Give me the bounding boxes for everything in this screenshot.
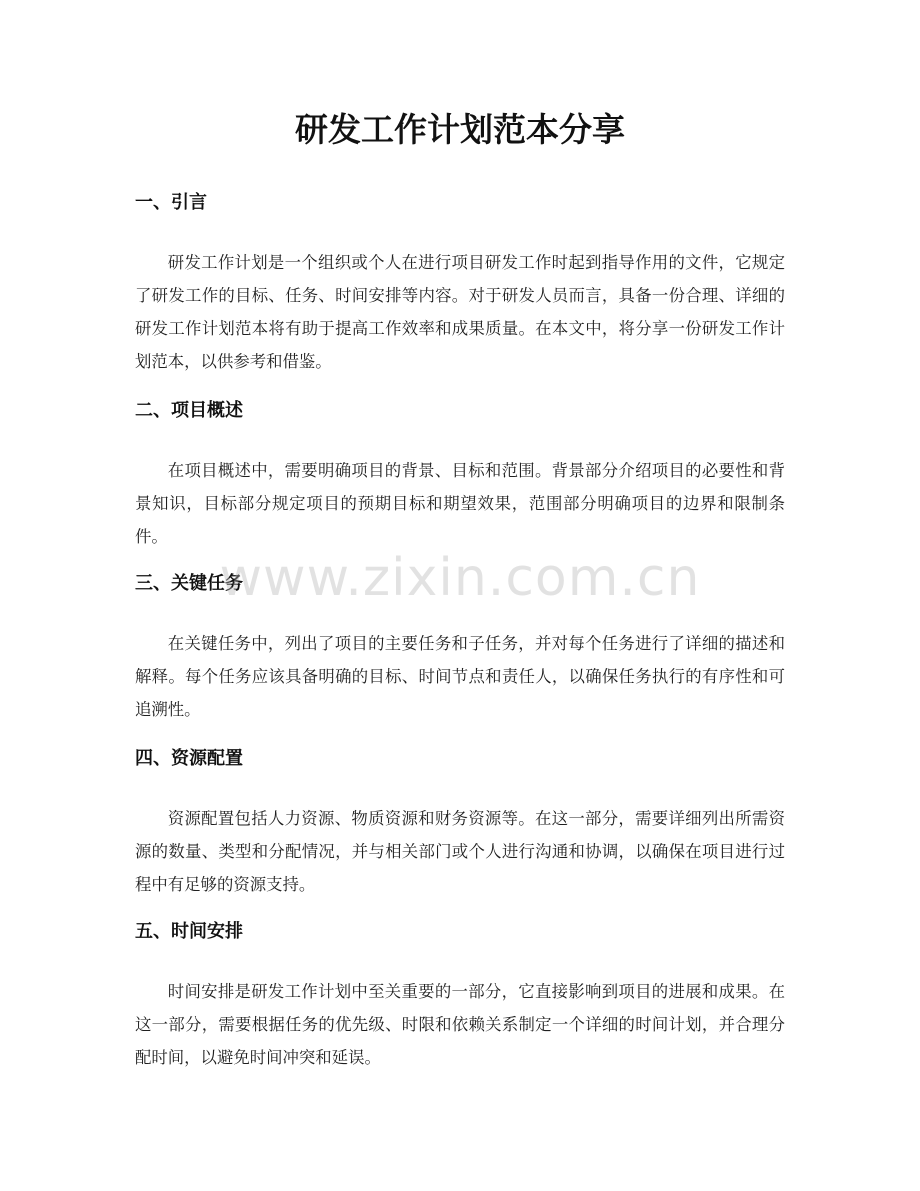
section-paragraph: 时间安排是研发工作计划中至关重要的一部分，它直接影响到项目的进展和成果。在这一部分，需要根据任务的优先级、时限和依赖关系制定一个详细的时间计划，并合理分配时间，以避免时间冲突和延误。	[135, 982, 785, 1067]
section-paragraph: 在项目概述中，需要明确项目的背景、目标和范围。背景部分介绍项目的必要性和背景知识，目标部分规定项目的预期目标和期望效果，范围部分明确项目的边界和限制条件。	[135, 461, 785, 546]
section-heading: 三、关键任务	[135, 573, 243, 594]
section-resource-allocation	[135, 745, 785, 901]
section-project-overview	[135, 397, 785, 553]
section-heading: 五、时间安排	[135, 921, 243, 942]
section-key-tasks	[135, 570, 785, 726]
section-paragraph: 研发工作计划是一个组织或个人在进行项目研发工作时起到指导作用的文件，它规定了研发工作的目标、任务、时间安排等内容。对于研发人员而言，具备一份合理、详细的研发工作计划范本将有助于提高工作效率和成果质量。在本文中，将分享一份研发工作计划范本，以供参考和借鉴。	[135, 253, 785, 371]
watermark: www.zixin.com.cn	[219, 548, 701, 608]
section-paragraph: 资源配置包括人力资源、物质资源和财务资源等。在这一部分，需要详细列出所需资源的数量、类型和分配情况，并与相关部门或个人进行沟通和协调，以确保在项目进行过程中有足够的资源支持。	[135, 809, 785, 894]
section-heading: 二、项目概述	[135, 400, 243, 421]
section-introduction	[135, 189, 785, 378]
section-paragraph: 在关键任务中，列出了项目的主要任务和子任务，并对每个任务进行了详细的描述和解释。每个任务应该具备明确的目标、时间节点和责任人，以确保任务执行的有序性和可追溯性。	[135, 634, 785, 719]
section-heading: 四、资源配置	[135, 748, 243, 769]
section-heading: 一、引言	[135, 192, 207, 213]
page-title: 研发工作计划范本分享	[295, 110, 625, 149]
section-time-schedule	[135, 918, 785, 1074]
